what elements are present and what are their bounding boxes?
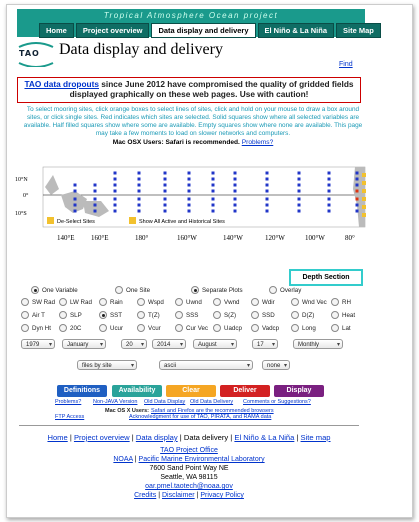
display-button[interactable]: Display xyxy=(274,385,324,397)
radio-separate-plots[interactable] xyxy=(191,286,199,294)
variable-label: 20C xyxy=(70,324,82,332)
lon-label: 160°W xyxy=(177,234,197,242)
header-banner xyxy=(17,9,374,37)
nav-tab-data-display[interactable]: Data display and delivery xyxy=(151,23,255,38)
mooring-site-marker[interactable] xyxy=(266,172,269,175)
variable-option-rh[interactable] xyxy=(331,298,351,306)
mooring-site-marker[interactable] xyxy=(74,190,77,193)
variable-label: SST xyxy=(110,311,123,319)
link-non-java[interactable]: Non-JAVA Version xyxy=(93,399,138,405)
mooring-site-marker[interactable] xyxy=(212,178,215,181)
mooring-site-marker[interactable] xyxy=(328,204,331,207)
variable-option-slp[interactable] xyxy=(59,311,82,319)
variable-option-uadcp[interactable] xyxy=(213,324,242,332)
variable-option-lat[interactable] xyxy=(331,324,351,332)
show-all-sites-label[interactable]: Show All Active and Historical Sites xyxy=(139,219,225,225)
mooring-site-marker[interactable] xyxy=(74,204,77,207)
mooring-site-marker[interactable] xyxy=(298,210,301,213)
overlay-label: Overlay xyxy=(280,286,302,294)
logo-text: TAO xyxy=(19,49,40,58)
privacy-link[interactable]: Privacy Policy xyxy=(200,492,244,499)
mooring-site-marker[interactable] xyxy=(328,190,331,193)
variable-radio[interactable] xyxy=(213,298,221,306)
lon-label: 160°E xyxy=(91,234,109,242)
variable-radio[interactable] xyxy=(21,298,29,306)
line-select-box[interactable] xyxy=(362,173,366,177)
credits-link[interactable]: Credits xyxy=(134,492,157,499)
safari-text: Mac OSX Users: Safari is recommended. xyxy=(112,139,240,146)
noaa-link[interactable]: NOAA xyxy=(113,456,133,463)
variable-label: SW Rad xyxy=(32,298,56,306)
link-ftp-access[interactable]: FTP Access xyxy=(55,414,85,420)
variable-label: SSS xyxy=(186,311,199,319)
option-one-site[interactable] xyxy=(115,286,150,294)
variable-label: Vwnd xyxy=(224,298,240,306)
deselect-sites-box[interactable] xyxy=(47,217,54,224)
variable-radio[interactable] xyxy=(251,311,259,319)
top-nav xyxy=(39,23,381,38)
nav-tab-project-overview[interactable]: Project overview xyxy=(76,23,150,38)
deliver-button[interactable]: Deliver xyxy=(220,385,270,397)
mooring-site-marker[interactable] xyxy=(212,190,215,193)
mooring-site-marker[interactable] xyxy=(212,184,215,187)
mooring-site-marker[interactable] xyxy=(356,210,359,213)
mooring-site-marker[interactable] xyxy=(234,184,237,187)
mooring-site-marker[interactable] xyxy=(234,210,237,213)
mooring-site-marker[interactable] xyxy=(188,172,191,175)
data-dropout-alert xyxy=(17,77,361,103)
lat-label-10s: 10°S xyxy=(15,211,27,217)
mooring-site-marker[interactable] xyxy=(234,178,237,181)
alert-text: since June 2012 have compromised the quality of gridded fields displayed graphically on these web pages. Use with caution! xyxy=(69,79,354,99)
start-day-select[interactable]: 20 ▾ xyxy=(121,339,147,349)
mooring-site-marker[interactable] xyxy=(298,172,301,175)
mooring-site-marker[interactable] xyxy=(266,184,269,187)
footer-link-el-nino[interactable]: El Niño & La Niña xyxy=(234,433,295,442)
variable-label: SSD xyxy=(262,311,275,319)
mooring-site-marker[interactable] xyxy=(298,184,301,187)
safari-note xyxy=(21,139,365,146)
variable-option-air-t[interactable] xyxy=(21,311,45,319)
variable-option-20c[interactable] xyxy=(59,324,81,332)
variable-radio[interactable] xyxy=(291,298,299,306)
mooring-site-marker[interactable] xyxy=(328,178,331,181)
variable-radio[interactable] xyxy=(331,298,339,306)
mooring-site-marker[interactable] xyxy=(94,204,97,207)
mooring-site-marker[interactable] xyxy=(298,204,301,207)
variable-label: Uadcp xyxy=(224,324,242,332)
mooring-site-marker[interactable] xyxy=(188,210,191,213)
mooring-site-marker[interactable] xyxy=(114,204,117,207)
mooring-site-marker[interactable] xyxy=(328,198,331,201)
variable-label: Lat xyxy=(342,324,351,332)
variable-radio[interactable] xyxy=(331,324,339,332)
mooring-site-marker[interactable] xyxy=(212,210,215,213)
mooring-site-marker[interactable] xyxy=(114,190,117,193)
mooring-site-marker[interactable] xyxy=(212,198,215,201)
variable-radio[interactable] xyxy=(59,298,67,306)
variable-option-vadcp[interactable] xyxy=(251,324,279,332)
lon-label: 180° xyxy=(135,234,149,242)
lon-label: 140°E xyxy=(57,234,75,242)
option-separate-plots[interactable] xyxy=(191,286,243,294)
variable-option-sss[interactable] xyxy=(175,311,198,319)
variable-option-sst[interactable] xyxy=(99,311,122,319)
street-text: 7600 Sand Point Way NE xyxy=(149,465,229,472)
variable-radio[interactable] xyxy=(251,324,259,332)
variable-label: LW Rad xyxy=(70,298,92,306)
radio-one-site[interactable] xyxy=(115,286,123,294)
footer-link-site-map[interactable]: Site map xyxy=(300,433,331,442)
mooring-site-marker[interactable] xyxy=(94,210,97,213)
variable-radio[interactable] xyxy=(291,311,299,319)
city-text: Seattle, WA 98115 xyxy=(160,474,218,481)
mooring-site-marker[interactable] xyxy=(138,204,141,207)
page-title: Data display and delivery xyxy=(59,41,223,58)
variable-radio[interactable] xyxy=(59,324,67,332)
mooring-site-marker[interactable] xyxy=(74,198,77,201)
mooring-site-marker[interactable] xyxy=(138,178,141,181)
mooring-site-marker[interactable] xyxy=(356,184,359,187)
mooring-site-marker[interactable] xyxy=(94,184,97,187)
pmel-link[interactable]: Pacific Marine Environmental Laboratory xyxy=(138,456,265,463)
address-block: TAO Project Office NOAA | Pacific Marine Environmental Laboratory 7600 Sand Point Way NE Seattle, WA 98115 oar.pmel.taotech@noaa.gov Credits | Disclaimer | Privacy Policy xyxy=(113,447,265,499)
variable-option-wnd-vec[interactable] xyxy=(291,298,327,306)
nav-tab-el-nino[interactable]: El Niño & La Niña xyxy=(258,23,335,38)
lon-label: 120°W xyxy=(265,234,285,242)
variable-label: Uwnd xyxy=(186,298,202,306)
variable-option-wdir[interactable] xyxy=(251,298,275,306)
variable-option-ssd[interactable] xyxy=(251,311,275,319)
option-overlay[interactable] xyxy=(269,286,301,294)
variable-label: Vadcp xyxy=(262,324,280,332)
variable-option-dyn-ht[interactable] xyxy=(21,324,51,332)
disclaimer-link[interactable]: Disclaimer xyxy=(161,492,195,499)
variable-option-t-z-[interactable] xyxy=(137,311,160,319)
start-year-select[interactable]: 1979 ▾ xyxy=(21,339,55,349)
mooring-site-marker[interactable] xyxy=(164,210,167,213)
clear-button[interactable]: Clear xyxy=(166,385,216,397)
variable-radio[interactable] xyxy=(137,311,145,319)
mooring-site-marker[interactable] xyxy=(138,172,141,175)
footer-current-data-delivery: Data delivery xyxy=(183,433,229,442)
nav-tab-site-map[interactable]: Site Map xyxy=(336,23,381,38)
mooring-site-marker[interactable] xyxy=(188,178,191,181)
one-site-label: One Site xyxy=(126,286,151,294)
deselect-sites-label[interactable]: De-Select Sites xyxy=(57,219,95,225)
variable-label: T(Z) xyxy=(148,311,160,319)
mooring-site-marker[interactable] xyxy=(74,210,77,213)
mooring-site-marker[interactable] xyxy=(328,172,331,175)
mooring-site-marker[interactable] xyxy=(138,184,141,187)
show-all-sites-box[interactable] xyxy=(129,217,136,224)
divider xyxy=(19,425,359,426)
separate-plots-label: Separate Plots xyxy=(202,286,243,294)
lat-label-0: 0° xyxy=(23,193,29,199)
compression-select[interactable]: none ▾ xyxy=(262,360,290,370)
definitions-button[interactable]: Definitions xyxy=(57,385,107,397)
link-recommended-browsers[interactable]: Safari and Firefox are the recommended browsers xyxy=(151,408,274,414)
variable-option-lw-rad[interactable] xyxy=(59,298,92,306)
variable-label: Wdir xyxy=(262,298,275,306)
end-month-select[interactable]: August ▾ xyxy=(193,339,237,349)
variable-label: Wnd Vec xyxy=(302,298,327,306)
mooring-site-marker[interactable] xyxy=(298,198,301,201)
variable-radio[interactable] xyxy=(21,311,29,319)
line-select-box[interactable] xyxy=(362,213,366,217)
mooring-site-marker[interactable] xyxy=(74,184,77,187)
mooring-site-marker[interactable] xyxy=(138,198,141,201)
variable-radio[interactable] xyxy=(175,298,183,306)
mooring-site-marker[interactable] xyxy=(356,178,359,181)
time-resolution-select[interactable]: Monthly ▾ xyxy=(293,339,343,349)
mooring-site-marker[interactable] xyxy=(328,210,331,213)
mooring-site-marker[interactable] xyxy=(94,198,97,201)
file-format-select[interactable]: ascii ▾ xyxy=(159,360,253,370)
mooring-site-marker[interactable] xyxy=(328,184,331,187)
footer-nav: Home | Project overview | Data display | Data delivery | El Niño & La Niña | Site map xyxy=(47,433,331,442)
mooring-site-marker[interactable] xyxy=(356,198,359,201)
mooring-site-marker[interactable] xyxy=(164,198,167,201)
mooring-site-marker[interactable] xyxy=(188,184,191,187)
variable-label: Vcur xyxy=(148,324,161,332)
mooring-site-marker[interactable] xyxy=(356,190,359,193)
variable-option-rain[interactable] xyxy=(99,298,123,306)
mooring-site-marker[interactable] xyxy=(188,204,191,207)
availability-button[interactable]: Availability xyxy=(112,385,162,397)
mooring-site-marker[interactable] xyxy=(266,178,269,181)
end-year-select[interactable]: 2014 ▾ xyxy=(152,339,186,349)
variable-radio[interactable] xyxy=(175,324,183,332)
variable-radio[interactable] xyxy=(21,324,29,332)
mooring-site-marker[interactable] xyxy=(114,210,117,213)
line-select-box[interactable] xyxy=(362,189,366,193)
mooring-site-marker[interactable] xyxy=(212,172,215,175)
banner-title: Tropical Atmosphere Ocean project xyxy=(103,11,279,20)
nav-tab-home[interactable]: Home xyxy=(39,23,74,38)
variable-option-vcur[interactable] xyxy=(137,324,161,332)
one-variable-label: One Variable xyxy=(42,286,78,294)
line-select-box[interactable] xyxy=(362,181,366,185)
help-text: To select mooring sites, click orange boxes to select lines of sites, click and hold on your mouse to draw a box around sites, or click single sites. Red indicates which sites are selected. Solid squares show where all selected variables are available. Half filled squares show where some are available. Empty squares show where none are available. This page may take a few moments to load on slower networks and computers. xyxy=(23,106,363,137)
variable-radio[interactable] xyxy=(59,311,67,319)
link-problems[interactable]: Problems? xyxy=(55,399,82,405)
variable-label: Air T xyxy=(32,311,45,319)
variable-radio[interactable] xyxy=(175,311,183,319)
mooring-site-marker[interactable] xyxy=(298,190,301,193)
lat-label-10n: 10°N xyxy=(15,177,28,183)
link-old-delivery[interactable]: Old Data Delivery xyxy=(190,399,234,405)
mooring-site-marker[interactable] xyxy=(138,190,141,193)
variable-label: Long xyxy=(302,324,316,332)
footer-link-project-overview[interactable]: Project overview xyxy=(73,433,130,442)
start-month-select[interactable]: January ▾ xyxy=(62,339,106,349)
mooring-site-marker[interactable] xyxy=(266,210,269,213)
map-svg[interactable] xyxy=(13,165,373,253)
variable-radio[interactable] xyxy=(291,324,299,332)
variable-option-cur-vec[interactable] xyxy=(175,324,208,332)
variable-option-ucur[interactable] xyxy=(99,324,123,332)
mooring-site-marker[interactable] xyxy=(164,172,167,175)
variable-radio[interactable] xyxy=(213,311,221,319)
variable-radio[interactable] xyxy=(99,324,107,332)
tao-office-link[interactable]: TAO Project Office xyxy=(160,447,218,454)
mooring-site-marker[interactable] xyxy=(212,204,215,207)
lon-label: 100°W xyxy=(305,234,325,242)
lon-label: 140°W xyxy=(223,234,243,242)
variable-label: RH xyxy=(342,298,351,306)
mooring-site-marker[interactable] xyxy=(138,210,141,213)
mooring-map[interactable] xyxy=(13,165,373,253)
mooring-site-marker[interactable] xyxy=(234,204,237,207)
variable-radio[interactable] xyxy=(213,324,221,332)
variable-option-uwnd[interactable] xyxy=(175,298,202,306)
delivery-mode-select[interactable]: files by site ▾ xyxy=(77,360,137,370)
variable-option-heat[interactable] xyxy=(331,311,355,319)
mooring-site-marker[interactable] xyxy=(356,204,359,207)
lon-label: 80° xyxy=(345,234,355,242)
mooring-site-marker[interactable] xyxy=(266,190,269,193)
variable-label: D(Z) xyxy=(302,311,315,319)
variable-option-d-z-[interactable] xyxy=(291,311,314,319)
mooring-site-marker[interactable] xyxy=(94,190,97,193)
variable-option-long[interactable] xyxy=(291,324,316,332)
variable-radio[interactable] xyxy=(137,324,145,332)
link-acknowledgment[interactable]: Acknowledgment for use of TAO, PIRATA, and RAMA data xyxy=(129,414,272,420)
mooring-site-marker[interactable] xyxy=(114,198,117,201)
variable-label: Wspd xyxy=(148,298,164,306)
option-one-variable[interactable] xyxy=(31,286,78,294)
footer-link-data-display[interactable]: Data display xyxy=(135,433,178,442)
variable-label: Cur Vec xyxy=(186,324,209,332)
mooring-site-marker[interactable] xyxy=(234,190,237,193)
variable-label: Heat xyxy=(342,311,356,319)
radio-overlay[interactable] xyxy=(269,286,277,294)
variable-option-vwnd[interactable] xyxy=(213,298,239,306)
line-select-box[interactable] xyxy=(362,197,366,201)
mooring-site-marker[interactable] xyxy=(114,172,117,175)
find-link[interactable]: Find xyxy=(339,61,353,68)
variable-option-sw-rad[interactable] xyxy=(21,298,55,306)
mooring-site-marker[interactable] xyxy=(266,204,269,207)
variable-option-wspd[interactable] xyxy=(137,298,164,306)
mooring-site-marker[interactable] xyxy=(188,198,191,201)
problems-link[interactable]: Problems? xyxy=(241,139,274,146)
mooring-site-marker[interactable] xyxy=(266,198,269,201)
link-old-display[interactable]: Old Data Display xyxy=(144,399,186,405)
mooring-site-marker[interactable] xyxy=(164,190,167,193)
variable-radio[interactable] xyxy=(137,298,145,306)
variable-label: Rain xyxy=(110,298,123,306)
line-select-box[interactable] xyxy=(362,205,366,209)
mooring-site-marker[interactable] xyxy=(164,184,167,187)
mooring-site-marker[interactable] xyxy=(298,178,301,181)
mooring-site-marker[interactable] xyxy=(114,184,117,187)
link-comments[interactable]: Comments or Suggestions? xyxy=(243,399,311,405)
variable-label: Ucur xyxy=(110,324,124,332)
variable-radio[interactable] xyxy=(251,298,259,306)
variable-option-s-z-[interactable] xyxy=(213,311,236,319)
variable-label: SLP xyxy=(70,311,82,319)
mooring-site-marker[interactable] xyxy=(188,190,191,193)
depth-section-button[interactable]: Depth Section xyxy=(289,269,363,286)
mooring-site-marker[interactable] xyxy=(356,172,359,175)
mooring-site-marker[interactable] xyxy=(164,204,167,207)
radio-one-variable[interactable] xyxy=(31,286,39,294)
variable-radio[interactable] xyxy=(99,298,107,306)
variable-radio[interactable] xyxy=(331,311,339,319)
footer-link-home[interactable]: Home xyxy=(47,433,68,442)
mooring-site-marker[interactable] xyxy=(234,172,237,175)
end-day-select[interactable]: 17 ▾ xyxy=(252,339,278,349)
mooring-site-marker[interactable] xyxy=(164,178,167,181)
mac-users-label: Mac OS X Users: xyxy=(105,408,150,414)
mooring-site-marker[interactable] xyxy=(234,198,237,201)
variable-label: Dyn Ht xyxy=(32,324,51,332)
mooring-site-marker[interactable] xyxy=(114,178,117,181)
dropout-link[interactable]: TAO data dropouts xyxy=(24,79,99,89)
variable-label: S(Z) xyxy=(224,311,237,319)
variable-radio[interactable] xyxy=(99,311,107,319)
page xyxy=(6,4,413,518)
email-link[interactable]: oar.pmel.taotech@noaa.gov xyxy=(145,483,233,490)
